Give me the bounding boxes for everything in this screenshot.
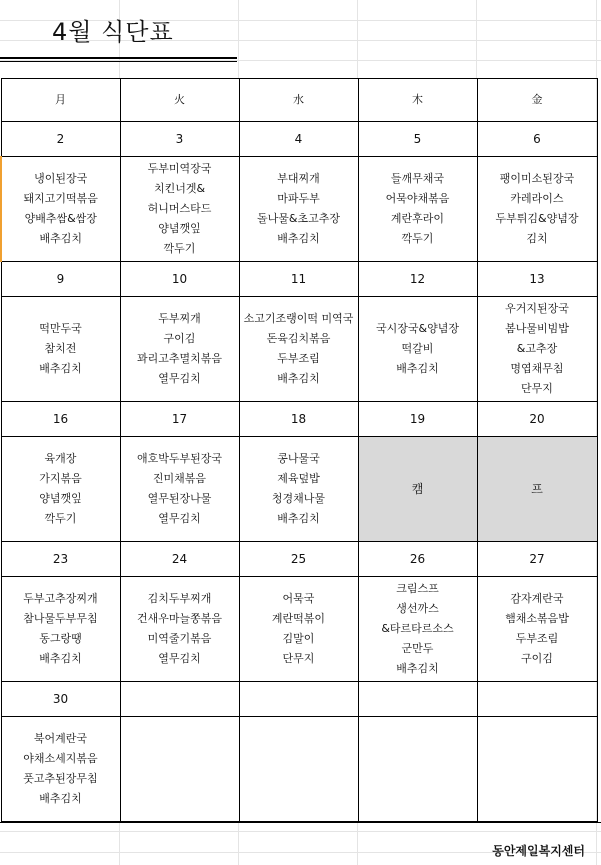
dish-item: 돌나물&초고추장	[257, 212, 340, 225]
date-cell	[477, 682, 597, 717]
date-cell: 17	[120, 402, 239, 437]
menu-cell	[1, 297, 120, 402]
dish-item: 돼지고기떡볶음	[23, 192, 98, 205]
dish-item: 육개장	[44, 452, 77, 465]
menu-cell	[477, 157, 597, 262]
menu-cell	[239, 437, 358, 542]
dish-item: 명엽채무침	[510, 362, 564, 375]
dish-item: 군만두	[401, 642, 434, 655]
menu-cell	[358, 297, 477, 402]
dish-item: 풋고추된장무침	[23, 772, 98, 785]
dish-item: 단무지	[521, 382, 553, 395]
closed-day-cell: 캠	[358, 437, 477, 542]
dish-item: 우거지된장국	[505, 302, 569, 315]
date-cell: 23	[1, 542, 120, 577]
dish-item: 진미채볶음	[152, 472, 207, 485]
dish-item: 두부미역장국	[147, 162, 212, 175]
menu-calendar	[0, 78, 598, 822]
dish-item: 배추김치	[396, 662, 439, 675]
date-cell: 2	[1, 122, 120, 157]
date-cell: 11	[239, 262, 358, 297]
dish-item: 돈육김치볶음	[266, 332, 331, 345]
dish-item: 동그랑땡	[39, 632, 82, 645]
menu-cell	[1, 577, 120, 682]
dish-item: 계란후라이	[390, 212, 445, 225]
menu-cell	[239, 717, 358, 822]
menu-cell	[239, 157, 358, 262]
title-underline-thin	[0, 61, 237, 62]
date-cell: 9	[1, 262, 120, 297]
menu-cell	[1, 157, 120, 262]
page-title: 4월 식단표	[52, 18, 174, 46]
dish-item: 냉이된장국	[34, 172, 88, 185]
menu-cell	[120, 437, 239, 542]
dish-item: 소고기조랭이떡 미역국	[243, 312, 354, 325]
date-cell: 26	[358, 542, 477, 577]
menu-cell	[358, 157, 477, 262]
date-cell: 4	[239, 122, 358, 157]
dish-item: 양념깻잎	[39, 492, 82, 505]
dish-item: 단무지	[282, 652, 315, 665]
dish-item: 구이김	[163, 332, 196, 345]
dish-item: 미역줄기볶음	[147, 632, 212, 645]
dish-item: 야채소세지볶음	[23, 752, 98, 765]
dish-item: 김말이	[282, 632, 315, 645]
dish-item: 두부찌개	[158, 312, 201, 325]
menu-cell	[1, 717, 120, 822]
dish-item: 두부조림	[515, 632, 559, 645]
dish-item: 열무김치	[158, 652, 201, 665]
dish-item: 배추김치	[277, 512, 320, 525]
weekday-tue: 火	[120, 79, 239, 122]
menu-cell	[120, 577, 239, 682]
date-cell: 10	[120, 262, 239, 297]
center-name: 동안제일복지센터	[492, 844, 585, 858]
dish-item: 가지볶음	[39, 472, 82, 485]
dish-item: 참나물두부무침	[23, 612, 98, 625]
dish-item: 열무김치	[158, 372, 201, 385]
weekday-wed: 水	[239, 79, 358, 122]
dish-item: 크림스프	[396, 582, 439, 595]
date-row	[1, 682, 597, 717]
menu-cell	[239, 297, 358, 402]
date-cell: 13	[477, 262, 597, 297]
menu-row	[1, 297, 597, 402]
date-cell: 24	[120, 542, 239, 577]
dish-item: 참치전	[44, 342, 77, 355]
menu-cell	[477, 577, 597, 682]
menu-cell	[1, 437, 120, 542]
dish-item: 열무된장나물	[147, 492, 212, 505]
dish-item: 치킨너겟&	[153, 182, 206, 195]
dish-item: 배추김치	[39, 362, 82, 375]
dish-item: 배추김치	[396, 362, 439, 375]
menu-row	[1, 437, 597, 542]
menu-cell	[120, 157, 239, 262]
dish-item: 열무김치	[158, 512, 201, 525]
menu-cell	[358, 717, 477, 822]
dish-item: 제육덮밥	[277, 472, 320, 485]
dish-item: 깍두기	[401, 232, 434, 245]
menu-row	[1, 717, 597, 822]
dish-item: 계란떡볶이	[271, 612, 326, 625]
dish-item: 마파두부	[277, 192, 320, 205]
dish-item: 생선까스	[396, 602, 439, 615]
dish-item: &타르타르소스	[381, 622, 454, 635]
menu-row	[1, 577, 597, 682]
dish-item: 건새우마늘쫑볶음	[136, 612, 222, 625]
date-cell: 27	[477, 542, 597, 577]
dish-item: 배추김치	[39, 792, 82, 805]
date-cell: 20	[477, 402, 597, 437]
dish-item: 북어계란국	[33, 732, 88, 745]
dish-item: 깍두기	[163, 242, 196, 255]
dish-item: 배추김치	[277, 372, 320, 385]
dish-item: 꽈리고추멸치볶음	[136, 352, 222, 365]
dish-item: &고추장	[516, 342, 558, 355]
date-cell	[358, 682, 477, 717]
dish-item: 구이김	[521, 652, 553, 665]
title-underline	[0, 57, 237, 59]
dish-item: 떡갈비	[401, 342, 434, 355]
dish-item: 봄나물비빔밥	[505, 322, 569, 335]
closed-day-cell: 프	[477, 437, 597, 542]
date-row	[1, 262, 597, 297]
date-cell: 12	[358, 262, 477, 297]
dish-item: 양배추쌈&쌈장	[24, 212, 97, 225]
dish-item: 배추김치	[39, 232, 82, 245]
dish-item: 감자계란국	[510, 592, 564, 605]
dish-item: 배추김치	[277, 232, 320, 245]
date-cell	[120, 682, 239, 717]
date-row	[1, 402, 597, 437]
weekday-fri: 金	[477, 79, 597, 122]
dish-item: 떡만두국	[39, 322, 82, 335]
dish-item: 햄채소볶음밥	[505, 612, 569, 625]
dish-item: 허니머스타드	[147, 202, 212, 215]
dish-item: 어묵국	[282, 592, 315, 605]
date-cell: 18	[239, 402, 358, 437]
dish-item: 어묵야채볶음	[385, 192, 450, 205]
weekday-thu: 木	[358, 79, 477, 122]
date-cell: 16	[1, 402, 120, 437]
dish-item: 김치	[526, 232, 548, 245]
dish-item: 카레라이스	[510, 192, 564, 205]
dish-item: 콩나물국	[277, 452, 320, 465]
date-cell	[239, 682, 358, 717]
bottom-rule	[0, 822, 601, 823]
dish-item: 부대찌개	[277, 172, 320, 185]
menu-cell	[358, 577, 477, 682]
date-cell: 3	[120, 122, 239, 157]
weekday-header-row	[1, 79, 597, 122]
dish-item: 애호박두부된장국	[136, 452, 222, 465]
menu-row	[1, 157, 597, 262]
dish-item: 팽이미소된장국	[499, 172, 575, 185]
dish-item: 국시장국&양념장	[376, 322, 459, 335]
dish-item: 두부고추장찌개	[23, 592, 98, 605]
date-cell: 30	[1, 682, 120, 717]
menu-cell	[477, 297, 597, 402]
date-cell: 25	[239, 542, 358, 577]
menu-cell	[239, 577, 358, 682]
dish-item: 두부조림	[277, 352, 320, 365]
dish-item: 양념깻잎	[158, 222, 201, 235]
date-cell: 19	[358, 402, 477, 437]
menu-cell	[120, 297, 239, 402]
dish-item: 김치두부찌개	[147, 592, 212, 605]
date-cell: 6	[477, 122, 597, 157]
menu-cell	[120, 717, 239, 822]
date-row	[1, 122, 597, 157]
dish-item: 들깨무채국	[390, 172, 445, 185]
dish-item: 깍두기	[44, 512, 77, 525]
date-cell: 5	[358, 122, 477, 157]
date-row	[1, 542, 597, 577]
dish-item: 배추김치	[39, 652, 82, 665]
weekday-mon: 月	[1, 79, 120, 122]
menu-cell	[477, 717, 597, 822]
dish-item: 두부튀김&양념장	[495, 212, 579, 225]
dish-item: 청경채나물	[271, 492, 326, 505]
